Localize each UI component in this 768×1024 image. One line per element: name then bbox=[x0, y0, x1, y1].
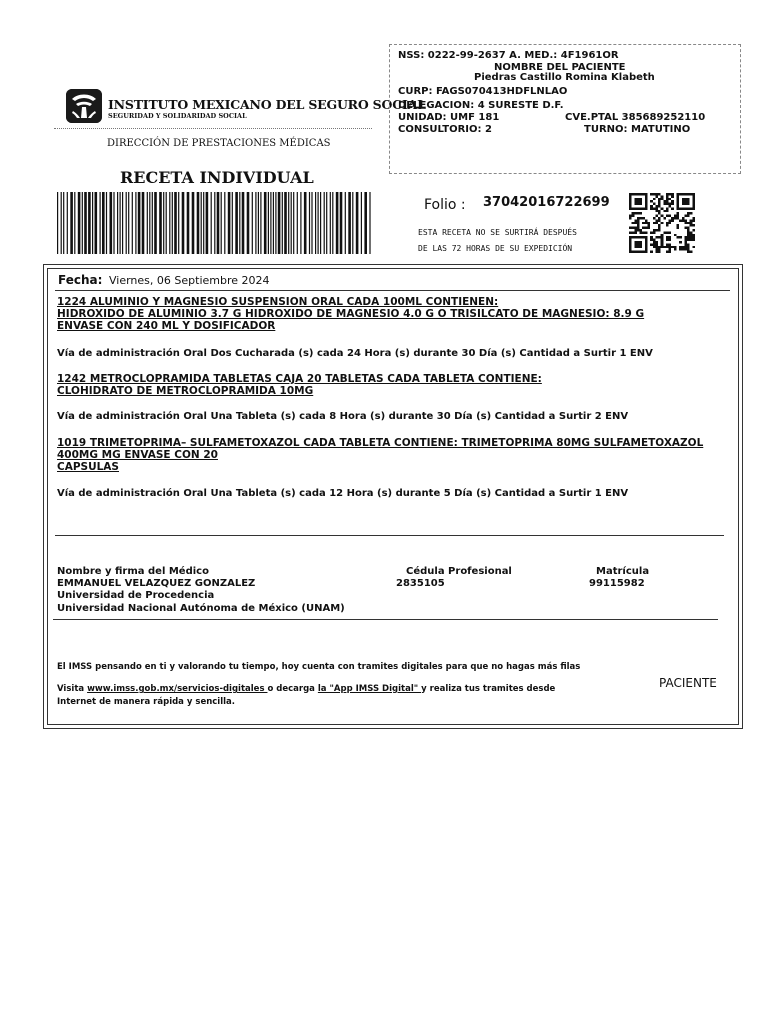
delegacion-line: DELEGACION: 4 SURESTE D.F. bbox=[398, 100, 564, 111]
medico-label: Nombre y firma del Médico bbox=[57, 566, 209, 577]
folio-value: 37042016722699 bbox=[483, 195, 610, 210]
footer-decarga: o decarga bbox=[267, 684, 318, 694]
med-2-line-1: 1242 METROCLOPRAMIDA TABLETAS CAJA 20 TABLETAS CADA TABLETA CONTIENE: bbox=[57, 373, 542, 385]
procedencia-value: Universidad Nacional Autónoma de México (UNAM) bbox=[57, 603, 345, 614]
turno-line: TURNO: MATUTINO bbox=[584, 124, 691, 135]
matricula-value: 99115982 bbox=[589, 578, 645, 589]
footer-rest: y realiza tus tramites desde bbox=[421, 684, 556, 694]
med-2-line-2: CLOHIDRATO DE METROCLOPRAMIDA 10MG bbox=[57, 385, 314, 397]
imss-logo-icon bbox=[66, 89, 102, 123]
footer-line-3: Internet de manera rápida y sencilla. bbox=[57, 697, 236, 707]
matricula-label: Matrícula bbox=[596, 566, 650, 577]
nombre-paciente-value: Piedras Castillo Romina Klabeth bbox=[474, 72, 655, 83]
footer-line-2 bbox=[57, 684, 555, 694]
med-3-line-3: CAPSULAS bbox=[57, 461, 119, 473]
imss-link[interactable]: www.imss.gob.mx/servicios-digitales bbox=[87, 684, 268, 694]
folio-notice-1: ESTA RECETA NO SE SURTIRÁ DESPUÉS bbox=[418, 228, 577, 237]
footer-line-1: El IMSS pensando en ti y valorando tu tiempo, hoy cuenta con tramites digitales para que no hagas más filas bbox=[57, 662, 581, 672]
app-imss-link[interactable]: la "App IMSS Digital" bbox=[317, 684, 422, 694]
med-3-via: Vía de administración Oral Una Tableta (s) cada 12 Hora (s) durante 5 Día (s) Cantidad a Surtir 1 ENV bbox=[57, 488, 629, 499]
fecha-value: Viernes, 06 Septiembre 2024 bbox=[109, 274, 270, 287]
document-title: RECETA INDIVIDUAL bbox=[120, 168, 314, 187]
cve-ptal-line: CVE.PTAL 385689252110 bbox=[565, 112, 706, 123]
med-2-via: Vía de administración Oral Una Tableta (s) cada 8 Hora (s) durante 30 Día (s) Cantidad a Surtir 2 ENV bbox=[57, 411, 629, 422]
fecha-divider bbox=[55, 290, 730, 291]
cedula-value: 2835105 bbox=[396, 578, 445, 589]
institution-subtitle: SEGURIDAD Y SOLIDARIDAD SOCIAL bbox=[108, 112, 247, 120]
med-1-line-2: HIDROXIDO DE ALUMINIO 3.7 G HIDROXIDO DE MAGNESIO 4.0 G O TRISILCATO DE MAGNESIO: 8.9 G bbox=[57, 308, 645, 320]
folio-notice-2: DE LAS 72 HORAS DE SU EXPEDICIÓN bbox=[418, 244, 573, 253]
med-3-line-2: 400MG MG ENVASE CON 20 bbox=[57, 449, 218, 461]
med-1-line-3: ENVASE CON 240 ML Y DOSIFICADOR bbox=[57, 320, 276, 332]
procedencia-label: Universidad de Procedencia bbox=[57, 590, 215, 601]
medico-name: EMMANUEL VELAZQUEZ GONZALEZ bbox=[57, 578, 256, 589]
copy-label: PACIENTE bbox=[659, 676, 717, 690]
folio-label: Folio : bbox=[424, 197, 466, 213]
cedula-label: Cédula Profesional bbox=[406, 566, 512, 577]
institution-name: INSTITUTO MEXICANO DEL SEGURO SOCIAL bbox=[108, 97, 426, 112]
med-1-via: Vía de administración Oral Dos Cucharada (s) cada 24 Hora (s) durante 30 Día (s) Cantidad a Surtir 1 ENV bbox=[57, 348, 653, 359]
footer-visita: Visita bbox=[57, 684, 88, 694]
unidad-line: UNIDAD: UMF 181 bbox=[398, 112, 500, 123]
qr-code-icon bbox=[629, 193, 695, 253]
med-1-line-1: 1224 ALUMINIO Y MAGNESIO SUSPENSION ORAL CADA 100ML CONTIENEN: bbox=[57, 296, 499, 308]
nss-line: NSS: 0222-99-2637 A. MED.: 4F1961OR bbox=[398, 50, 619, 61]
consultorio-line: CONSULTORIO: 2 bbox=[398, 124, 492, 135]
barcode-icon bbox=[55, 192, 373, 254]
nombre-paciente-label: NOMBRE DEL PACIENTE bbox=[494, 62, 626, 73]
fecha-label: Fecha: bbox=[58, 273, 103, 287]
curp-line: CURP: FAGS070413HDFLNLAO bbox=[398, 86, 568, 97]
med-3-line-1: 1019 TRIMETOPRIMA– SULFAMETOXAZOL CADA TABLETA CONTIENE: TRIMETOPRIMA 80MG SULFAMETOXAZOL bbox=[57, 437, 704, 449]
meds-divider bbox=[55, 535, 724, 536]
header-divider bbox=[54, 128, 372, 129]
direccion-label: DIRECCIÓN DE PRESTACIONES MÉDICAS bbox=[107, 138, 331, 149]
doctor-divider bbox=[53, 619, 718, 620]
